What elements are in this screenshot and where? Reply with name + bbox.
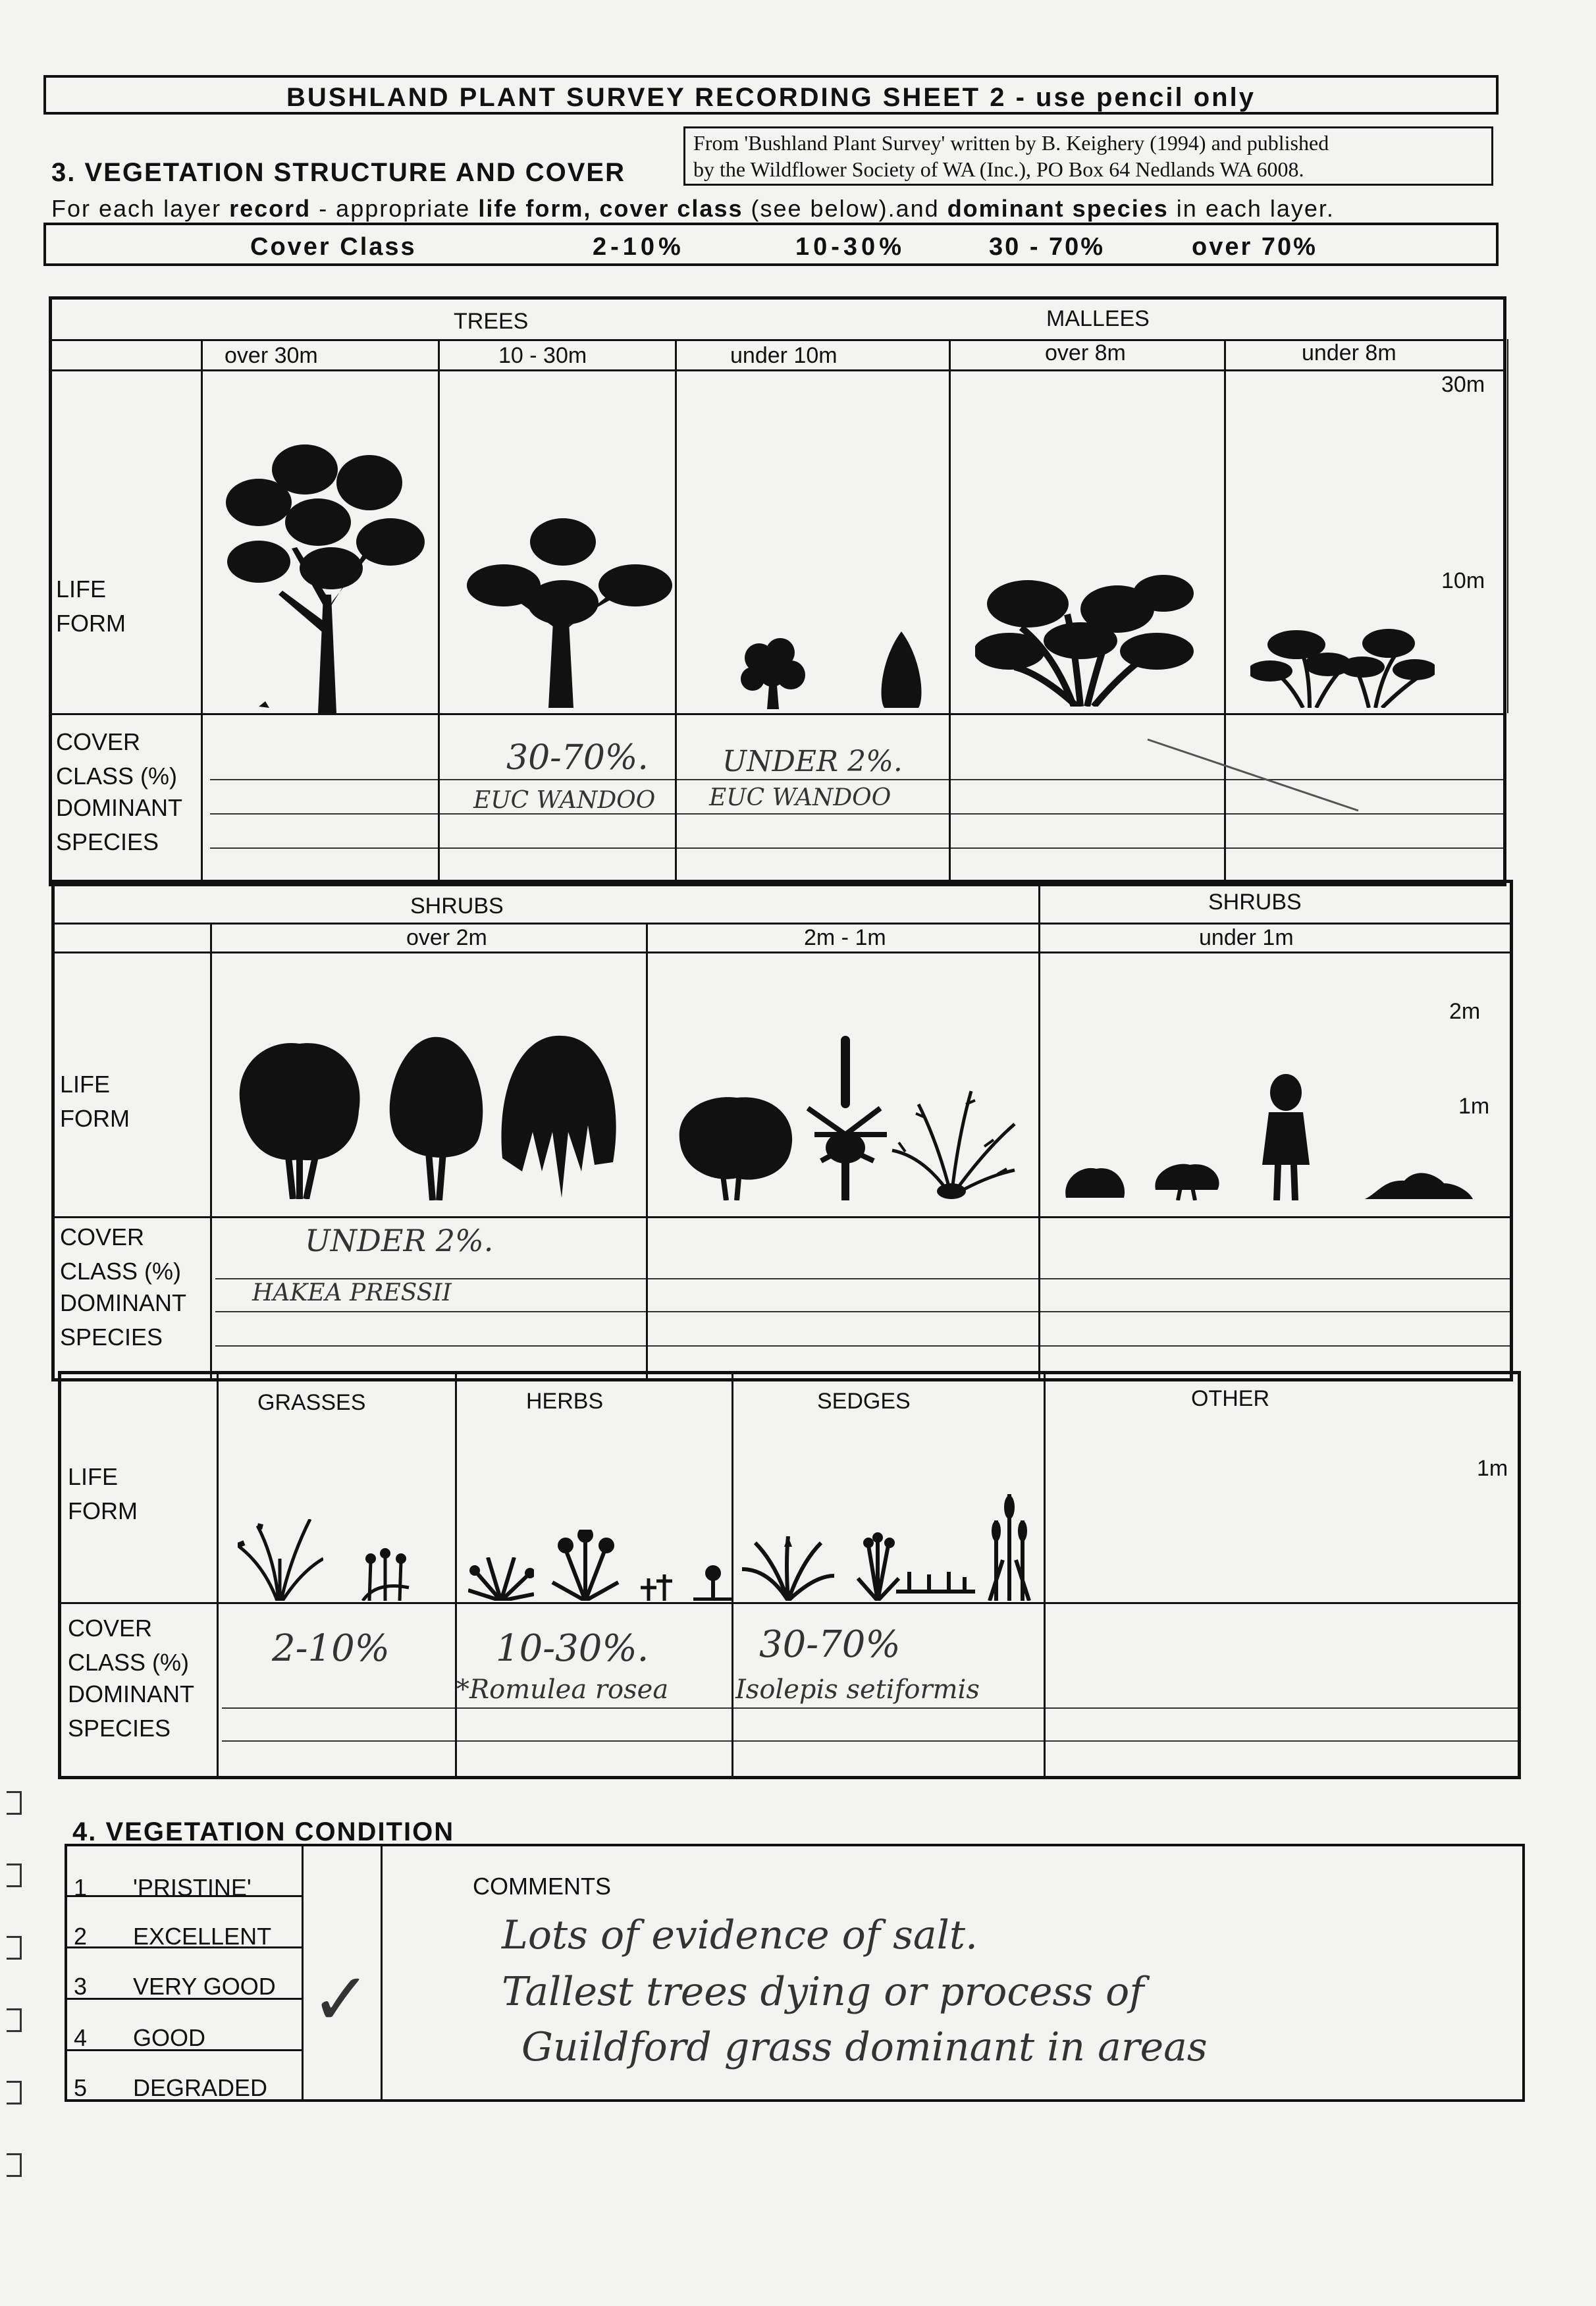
col-shrubs-under-1m: under 1m (1199, 925, 1294, 950)
cover-under-10m[interactable]: UNDER 2%. (722, 745, 903, 778)
dominant-species-row-label: DOMINANT SPECIES (56, 794, 182, 855)
condition-row-4[interactable] (74, 2024, 206, 2052)
condition-num: 2 (74, 1923, 88, 1950)
herb-bulb-icon (693, 1564, 733, 1601)
small-tree-under-10m-icon (733, 638, 812, 709)
condition-label: DEGRADED (133, 2074, 268, 2101)
tree-10-30m-icon (464, 517, 675, 708)
condition-row-5[interactable] (74, 2074, 268, 2102)
sedge-clump-icon (742, 1536, 834, 1601)
cover-herbs[interactable]: 10-30%. (496, 1627, 649, 1670)
group-header-shrubs-right: SHRUBS (1208, 890, 1302, 915)
tall-shrub-icon (380, 1033, 492, 1200)
flowering-grass-icon (356, 1548, 415, 1601)
cover-10-30m[interactable]: 30-70%. (506, 738, 649, 778)
condition-row-2[interactable] (74, 1923, 272, 1950)
life-form-label-ground: LIFE FORM (68, 1463, 138, 1524)
tall-tree-over-30m-icon (219, 437, 430, 713)
condition-num: 3 (74, 1973, 88, 2000)
col-shrubs-2m-1m: 2m - 1m (804, 925, 886, 950)
col-mallee-under-8m: under 8m (1302, 340, 1396, 365)
dominant-species-label-ground: DOMINANT SPECIES (68, 1680, 194, 1742)
round-shrub-icon (674, 1091, 799, 1200)
cover-shrubs-over-2m[interactable]: UNDER 2%. (305, 1223, 494, 1258)
source-citation-box (683, 126, 1493, 186)
comment-line-3[interactable]: Guildford grass dominant in areas (521, 2024, 1208, 2070)
comments-label: COMMENTS (473, 1873, 611, 1900)
cover-class-label-shrubs: COVER CLASS (%) (60, 1223, 182, 1285)
vegetation-condition-table (65, 1844, 1525, 2102)
life-form-label: LIFE FORM (56, 576, 126, 637)
col-shrubs-over-2m: over 2m (406, 925, 487, 950)
section-3-title: 3. VEGETATION STRUCTURE AND COVER (51, 158, 625, 187)
sedge-flowering-icon (855, 1532, 901, 1601)
low-shrub-2-icon (1152, 1161, 1224, 1200)
cover-class-label-ground: COVER CLASS (%) (68, 1615, 190, 1676)
large-shrub-icon (227, 1038, 372, 1199)
life-form-label-shrubs: LIFE FORM (60, 1071, 130, 1132)
species-under-10m[interactable]: EUC WANDOO (709, 784, 891, 811)
condition-num: 5 (74, 2074, 88, 2101)
source-line-1: From 'Bushland Plant Survey' written by B. Keighery (1994) and published (693, 131, 1329, 155)
condition-label: EXCELLENT (133, 1923, 272, 1950)
section-4-title: 4. VEGETATION CONDITION (72, 1817, 455, 1846)
source-line-2: by the Wildflower Society of WA (Inc.), PO Box 64 Nedlands WA 6008. (693, 157, 1304, 181)
grasstree-icon (801, 1036, 893, 1200)
scale-30m: 30m (1441, 372, 1485, 397)
cover-sedges[interactable]: 30-70% (759, 1623, 901, 1666)
species-sedges[interactable]: Isolepis setiformis (735, 1675, 980, 1705)
cover-class-2: 10-30% (795, 233, 905, 261)
comment-line-2[interactable]: Tallest trees dying or process of (502, 1969, 1144, 2015)
col-herbs: HERBS (526, 1389, 604, 1414)
col-over-30m: over 30m (225, 343, 318, 368)
scale-2m: 2m (1449, 999, 1481, 1024)
low-shrub-icon (1062, 1165, 1128, 1200)
pencil-mark (1145, 737, 1369, 816)
dominant-species-label-shrubs: DOMINANT SPECIES (60, 1289, 186, 1351)
drooping-shrub-icon (496, 1033, 621, 1200)
col-mallee-over-8m: over 8m (1045, 340, 1126, 365)
conifer-under-10m-icon (875, 631, 928, 711)
scale-1m: 1m (1458, 1094, 1490, 1119)
condition-row-3[interactable] (74, 1973, 276, 2000)
mallee-over-8m-icon (975, 575, 1199, 707)
spreading-groundcover-icon (1365, 1166, 1473, 1200)
col-other: OTHER (1191, 1386, 1269, 1411)
condition-row-1[interactable] (74, 1874, 252, 1902)
shrubs-table (51, 880, 1513, 1381)
group-header-shrubs-left: SHRUBS (410, 894, 504, 919)
rush-bulrush-icon (983, 1481, 1036, 1601)
small-herb-icon (638, 1572, 680, 1601)
scale-1m-ground: 1m (1477, 1456, 1508, 1481)
sheet-title: BUSHLAND PLANT SURVEY RECORDING SHEET 2 - use pencil only (286, 83, 1256, 112)
col-grasses: GRASSES (257, 1390, 366, 1415)
ground-layer-table (58, 1371, 1521, 1779)
species-herbs[interactable]: *Romulea rosea (456, 1675, 669, 1705)
species-shrubs-over-2m[interactable]: HAKEA PRESSII (252, 1279, 452, 1306)
species-10-30m[interactable]: EUC WANDOO (473, 787, 656, 814)
sedge-runner-icon (896, 1565, 975, 1601)
cover-class-row-label: COVER CLASS (%) (56, 728, 178, 790)
herb-flowering-icon (546, 1530, 625, 1601)
condition-label: GOOD (133, 2024, 206, 2051)
herb-rosette-icon (468, 1557, 534, 1601)
trees-mallees-table (49, 296, 1506, 886)
col-10-30m: 10 - 30m (498, 343, 587, 368)
check-mark-good[interactable]: ✓ (311, 1957, 372, 2041)
cover-class-legend (43, 223, 1499, 266)
comment-line-1[interactable]: Lots of evidence of salt. (502, 1912, 978, 1958)
cover-class-3: 30 - 70% (989, 233, 1105, 261)
section-3-instruction: For each layer record - appropriate life form, cover class (see below).and dominant species in each layer. (51, 195, 1335, 222)
condition-label: VERY GOOD (133, 1973, 276, 2000)
binding-holes (7, 1791, 26, 2226)
cover-class-4: over 70% (1192, 233, 1317, 261)
title-bar (43, 75, 1499, 115)
condition-label: 'PRISTINE' (133, 1874, 252, 1901)
grass-tussock-icon (238, 1519, 323, 1601)
human-scale-figure-icon (1260, 1073, 1312, 1200)
scale-10m: 10m (1441, 568, 1485, 593)
cover-grasses[interactable]: 2-10% (272, 1627, 390, 1670)
cover-class-1: 2-10% (593, 233, 685, 261)
mallee-under-8m-icon (1250, 629, 1435, 708)
group-header-mallees: MALLEES (1046, 306, 1150, 331)
condition-num: 1 (74, 1874, 88, 1901)
group-header-trees: TREES (454, 309, 529, 334)
cover-class-label: Cover Class (250, 233, 417, 261)
condition-num: 4 (74, 2024, 88, 2051)
col-under-10m: under 10m (730, 343, 838, 368)
fern-icon (886, 1078, 1017, 1200)
col-sedges: SEDGES (817, 1389, 911, 1414)
